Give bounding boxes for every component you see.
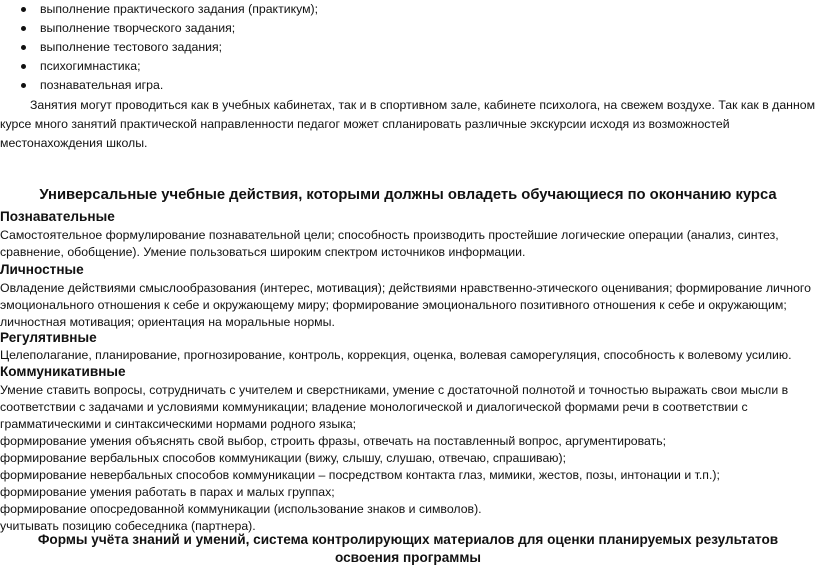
list-item: познавательная игра. — [0, 76, 318, 95]
bullet-icon — [21, 26, 26, 31]
activity-list — [0, 0, 318, 95]
communicative-line: соответствии с задачами и условиями коммуникации; владение монологической и диалогической формами речи в соответствии с — [0, 400, 748, 414]
personal-line: эмоционального отношения к себе и окружающему миру; формирование эмоционального позитивного отношения к себе и окружающим; — [0, 298, 787, 312]
regulatory-heading: Регулятивные — [0, 330, 97, 345]
communicative-line: формирование невербальных способов коммуникации – посредством контакта глаз, мимики, жестов, позы, интонации и т.п.); — [0, 468, 720, 482]
personal-heading: Личностные — [0, 262, 84, 277]
communicative-line: формирование умения объяснять свой выбор, строить фразы, отвечать на поставленный вопрос, аргументировать; — [0, 434, 667, 448]
final-heading-line-1: Формы учёта знаний и умений, система контролирующих материалов для оценки планируемых результатов — [37, 532, 779, 547]
list-item: выполнение творческого задания; — [0, 19, 318, 38]
personal-line: Овладение действиями смыслообразования (интерес, мотивация); действиями нравственно-этического оценивания; формирование личного — [0, 281, 811, 295]
communicative-line: грамматическими и синтаксическими нормами родного языка; — [0, 417, 357, 431]
section-heading: Универсальные учебные действия, которыми должны овладеть обучающиеся по окончанию курса — [39, 187, 777, 203]
bullet-icon — [21, 83, 26, 88]
communicative-line: формирование опосредованной коммуникации (использование знаков и символов). — [0, 502, 482, 516]
cognitive-line: сравнение, обобщение). Умение пользоваться широким спектром источников информации. — [0, 245, 526, 259]
list-item: психогимнастика; — [0, 57, 318, 76]
paragraph-line: местонахождения школы. — [0, 136, 148, 150]
regulatory-line: Целеполагание, планирование, прогнозирование, контроль, коррекция, оценка, волевая саморегуляция, способность к волевому усилию. — [0, 348, 792, 362]
bullet-icon — [21, 45, 26, 50]
bullet-icon — [21, 7, 26, 12]
bullet-icon — [21, 64, 26, 69]
personal-line: личностная мотивация; ориентация на моральные нормы. — [0, 315, 335, 329]
list-item: выполнение практического задания (практикум); — [0, 0, 318, 19]
final-heading-line-2: освоения программы — [334, 550, 482, 565]
communicative-line: Умение ставить вопросы, сотрудничать с учителем и сверстниками, умение с достаточной полнотой и точностью выражать свои мысли в — [0, 383, 789, 397]
paragraph-line: Занятия могут проводиться как в учебных кабинетах, так и в спортивном зале, кабинете психолога, на свежем воздухе. Так как в данном — [30, 98, 816, 112]
paragraph-line: курсе много занятий практической направленности педагог может спланировать различные экскурсии исходя из возможностей — [0, 117, 730, 131]
communicative-heading: Коммуникативные — [0, 364, 126, 379]
cognitive-line: Самостоятельное формулирование познавательной цели; способность производить простейшие логические операции (анализ, синтез, — [0, 228, 779, 242]
cognitive-heading: Познавательные — [0, 209, 115, 224]
communicative-line: формирование вербальных способов коммуникации (вижу, слышу, слушаю, отвечаю, спрашиваю); — [0, 451, 567, 465]
intro-paragraph — [0, 96, 816, 153]
communicative-line: формирование умения работать в парах и малых группах; — [0, 485, 335, 499]
list-item: выполнение тестового задания; — [0, 38, 318, 57]
communicative-line: учитывать позицию собеседника (партнера). — [0, 519, 256, 533]
